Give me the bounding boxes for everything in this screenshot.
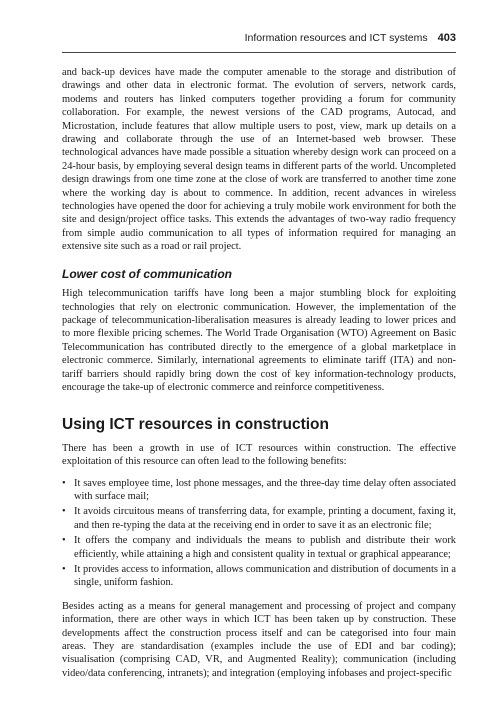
section-heading-using-ict: Using ICT resources in construction — [62, 416, 329, 434]
paragraph-ict-areas: Besides acting as a means for general management and processing of project and company information, there are other ways in which ICT has been taken up by construction. These developments affect the construction process itself and can be categorised into four main areas. They are standardisation (examples include the use of EDI and bar coding); visualisation (comprising CAD, VR, and Augmented Reality); communication (including video/data conferencing, intranets); and integration (employing infobases and project-specific — [62, 600, 456, 679]
page-number: 403 — [437, 32, 456, 44]
bullet-marker: • — [62, 564, 66, 575]
list-item-text: It avoids circuitous means of transferring data, for example, printing a document, faxing it, and then re-typing the data at the receiving end in order to save it as an electronic file; — [74, 506, 456, 531]
running-header — [62, 32, 456, 53]
list-item — [62, 563, 456, 590]
body-text — [62, 66, 456, 680]
running-header-title: Information resources and ICT systems — [244, 32, 428, 44]
bullet-marker: • — [62, 477, 66, 489]
benefits-list — [62, 477, 456, 590]
paragraph-ict-intro: There has been a growth in use of ICT resources within construction. The effective exploitation of this resource can often lead to the following benefits: — [62, 442, 456, 468]
paragraph-lower-cost: High telecommunication tariffs have long been a major stumbling block for exploiting technologies that rely on electronic communication. However, the implementation of the package of telecommunication-liberalisation measures is already leading to lower prices and to more flexible pricing schemes. The World Trade Organisation (WTO) Agreement on Basic Telecommunication has contributed directly to the emergence of a global marketplace in electronic commerce. Similarly, international agreements to eliminate tariff (ITA) and non-tariff barriers should rapidly bring down the cost of key information-technology products, encourage the take-up of electronic commerce and reinforce competitiveness. — [62, 288, 456, 393]
list-item-text: It provides access to information, allows communication and distribution of documents in a single, uniform fashion. — [74, 564, 456, 589]
bullet-marker: • — [62, 506, 66, 518]
list-item — [62, 534, 456, 561]
list-item — [62, 477, 456, 504]
bullet-marker: • — [62, 535, 66, 547]
paragraph-continued: and back-up devices have made the computer amenable to the storage and distribution of drawings and other data in electronic format. The evolution of servers, network cards, modems and routers has linked computers together providing a forum for community collaboration. For example, the newest versions of the CAD programs, Autocad, and Microstation, include features that allow multiple users to post, view, mark up details on a drawing and collaborate through the use of an Internet-based web browser. These technological advances have made possible a situation whereby design work can proceed on a 24-hour basis, by employing several design teams in different parts of the world. Uncompleted design drawings from one time zone at the close of work are transferred to another time zone where the working day is about to commence. In addition, recent advances in wireless technologies have opened the door for achieving a truly mobile work environment for both the site and design/project office tasks. This extends the advantages of two-way radio frequency from simple audio communication to all types of information required for managing an extensive site such as a road or rail project. — [62, 67, 456, 253]
list-item — [62, 505, 456, 532]
list-item-text: It saves employee time, lost phone messages, and the three-day time delay often associated with surface mail; — [74, 477, 456, 502]
subsection-heading-lower-cost: Lower cost of communication — [62, 266, 233, 281]
list-item-text: It offers the company and individuals the means to publish and distribute their work efficiently, while attaining a high and consistent quality in textual or graphical appearance; — [74, 535, 456, 560]
